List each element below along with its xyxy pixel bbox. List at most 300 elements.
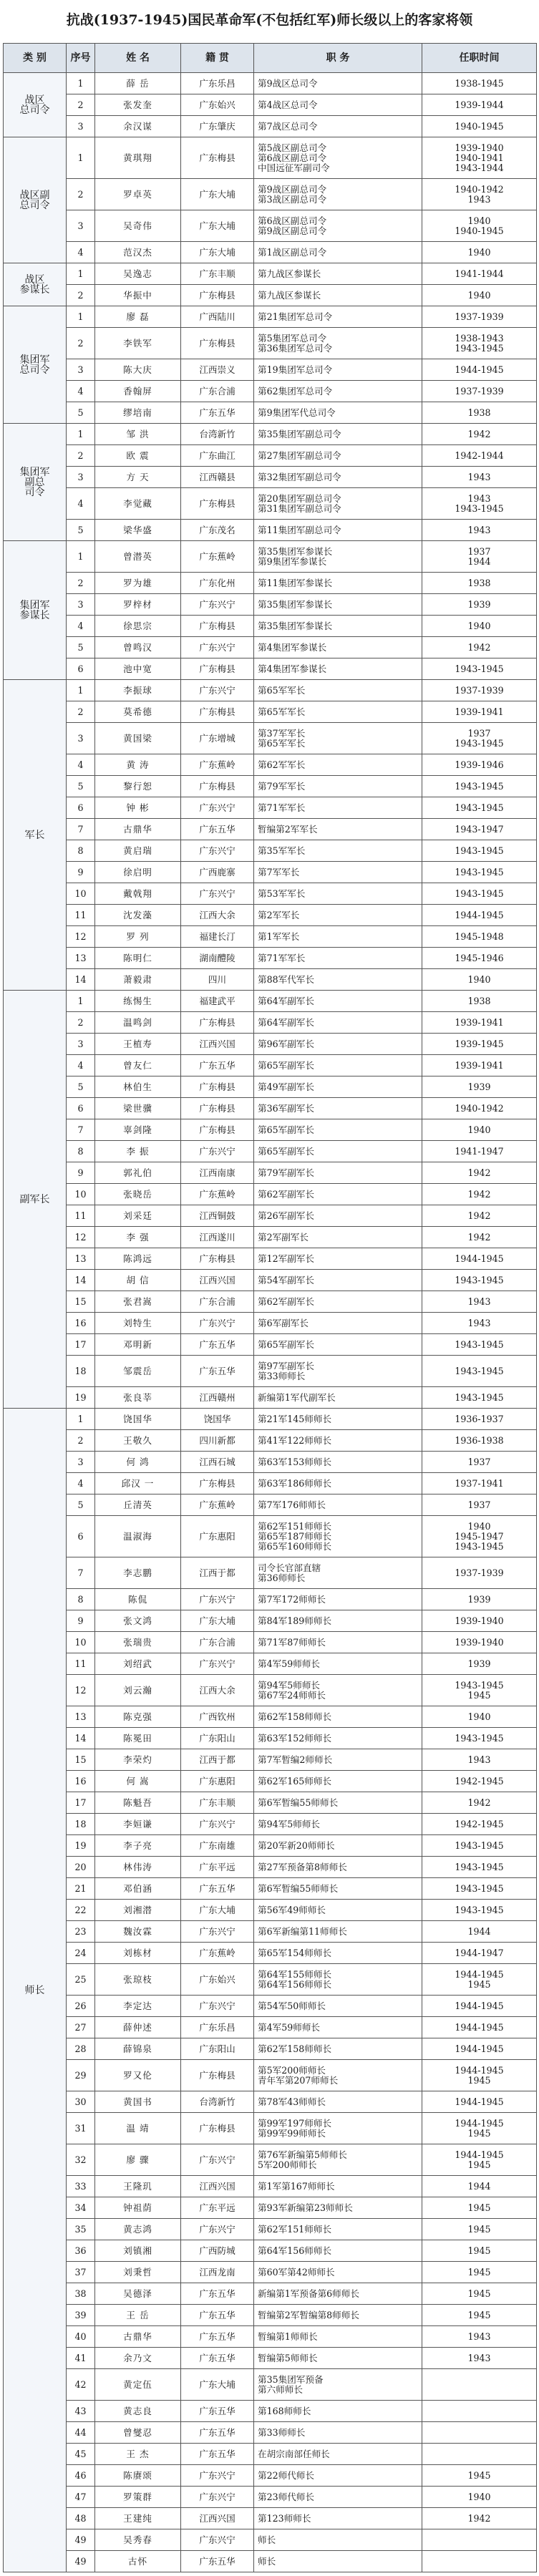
serial-number-cell: 2	[67, 573, 95, 594]
table-row	[4, 285, 537, 306]
serial-number-cell: 1	[67, 263, 95, 285]
serial-number-cell: 2	[67, 328, 95, 359]
table-row	[4, 1141, 537, 1162]
table-row	[4, 1706, 537, 1728]
table-row	[4, 1749, 537, 1771]
native-place-cell: 广东兴宁	[181, 594, 254, 616]
general-name-cell: 香翰屏	[95, 381, 181, 402]
serial-number-cell: 17	[67, 1334, 95, 1356]
native-place-cell: 广东惠阳	[181, 1516, 254, 1557]
general-name-cell: 温淑海	[95, 1516, 181, 1557]
term-cell: 1942	[422, 2508, 537, 2529]
term-cell: 1943-1945	[422, 1270, 537, 1291]
native-place-cell: 广东蕉岭	[181, 541, 254, 573]
native-place-cell: 广东五华	[181, 2326, 254, 2348]
table-row	[4, 541, 537, 573]
native-place-cell: 饶国华	[181, 1409, 254, 1430]
column-header: 职 务	[254, 44, 422, 73]
term-cell: 1939	[422, 1076, 537, 1098]
term-cell: 1939-1946	[422, 754, 537, 776]
position-cell: 第11集团军参谋长	[254, 573, 422, 594]
serial-number-cell: 4	[67, 754, 95, 776]
serial-number-cell: 10	[67, 883, 95, 905]
serial-number-cell: 29	[67, 2060, 95, 2091]
general-name-cell: 何 嵩	[95, 1771, 181, 1792]
term-cell: 1940	[422, 616, 537, 637]
term-cell	[422, 2369, 537, 2401]
serial-number-cell: 34	[67, 2197, 95, 2219]
native-place-cell: 广东兴宁	[181, 2529, 254, 2551]
serial-number-cell: 4	[67, 381, 95, 402]
native-place-cell: 广东五华	[181, 2348, 254, 2369]
general-name-cell: 黄琪翔	[95, 137, 181, 179]
table-row	[4, 520, 537, 541]
native-place-cell: 广东平远	[181, 2197, 254, 2219]
position-cell: 第71军军长	[254, 797, 422, 819]
general-name-cell: 李定达	[95, 1996, 181, 2017]
table-row	[4, 137, 537, 179]
serial-number-cell: 7	[67, 1557, 95, 1589]
column-header: 姓 名	[95, 44, 181, 73]
position-cell: 第26军副军长	[254, 1205, 422, 1227]
general-name-cell: 李铁军	[95, 328, 181, 359]
serial-number-cell: 3	[67, 1452, 95, 1473]
table-row	[4, 1857, 537, 1878]
position-cell: 暂编第1师师长	[254, 2326, 422, 2348]
position-cell: 第9集团军代总司令	[254, 402, 422, 424]
native-place-cell: 广东蕉岭	[181, 1494, 254, 1516]
term-cell: 1940	[422, 285, 537, 306]
term-cell: 1940-1942 1943	[422, 179, 537, 210]
term-cell: 1940-1942	[422, 1098, 537, 1119]
term-cell: 1944-1947	[422, 1943, 537, 1964]
serial-number-cell: 13	[67, 948, 95, 969]
term-cell: 1940-1945	[422, 116, 537, 137]
general-name-cell: 罗又伦	[95, 2060, 181, 2091]
table-row	[4, 1076, 537, 1098]
native-place-cell: 江西遂川	[181, 1227, 254, 1248]
native-place-cell: 广东五华	[181, 2422, 254, 2444]
native-place-cell: 广东梅县	[181, 616, 254, 637]
table-row	[4, 242, 537, 263]
native-place-cell: 广东始兴	[181, 94, 254, 116]
term-cell: 1945	[422, 2240, 537, 2262]
table-body	[4, 73, 537, 2572]
position-cell: 第62军副军长	[254, 1184, 422, 1205]
serial-number-cell: 31	[67, 2113, 95, 2144]
general-name-cell: 陈魁吾	[95, 1792, 181, 1814]
native-place-cell: 广东兴宁	[181, 1313, 254, 1334]
table-row	[4, 1473, 537, 1494]
table-row	[4, 2060, 537, 2091]
table-row	[4, 1119, 537, 1141]
serial-number-cell: 1	[67, 137, 95, 179]
general-name-cell: 吴奇伟	[95, 210, 181, 242]
general-name-cell: 王植寿	[95, 1034, 181, 1055]
position-cell: 第62集团军总司令	[254, 381, 422, 402]
native-place-cell: 广东蕉岭	[181, 1943, 254, 1964]
general-name-cell: 吴德泽	[95, 2283, 181, 2305]
table-row	[4, 1205, 537, 1227]
native-place-cell: 广东五华	[181, 2444, 254, 2465]
serial-number-cell: 14	[67, 969, 95, 991]
table-row	[4, 1771, 537, 1792]
serial-number-cell: 7	[67, 819, 95, 840]
native-place-cell: 广东梅县	[181, 1076, 254, 1098]
serial-number-cell: 4	[67, 488, 95, 520]
serial-number-cell: 38	[67, 2283, 95, 2305]
serial-number-cell: 10	[67, 1632, 95, 1653]
table-row	[4, 1632, 537, 1653]
general-name-cell: 李荣灼	[95, 1749, 181, 1771]
general-name-cell: 钟 彬	[95, 797, 181, 819]
position-cell: 第88军代军长	[254, 969, 422, 991]
term-cell: 1945	[422, 2465, 537, 2487]
native-place-cell: 广东梅县	[181, 1119, 254, 1141]
position-cell: 第27集团军副总司令	[254, 445, 422, 467]
term-cell: 1943	[422, 520, 537, 541]
table-row	[4, 1675, 537, 1706]
serial-number-cell: 26	[67, 1996, 95, 2017]
native-place-cell: 广东乐昌	[181, 73, 254, 94]
position-cell: 第6军暂编55师师长	[254, 1792, 422, 1814]
term-cell: 1945-1948	[422, 926, 537, 948]
table-row	[4, 2369, 537, 2401]
serial-number-cell: 6	[67, 1516, 95, 1557]
table-row	[4, 2038, 537, 2060]
native-place-cell: 广东大埔	[181, 210, 254, 242]
category-cell: 军长	[4, 680, 67, 991]
term-cell: 1941-1947	[422, 1141, 537, 1162]
table-row	[4, 94, 537, 116]
position-cell: 第35集团军参谋长	[254, 594, 422, 616]
table-row	[4, 1792, 537, 1814]
category-cell: 战区 参谋长	[4, 263, 67, 306]
position-cell: 第62军151师师长	[254, 2219, 422, 2240]
term-cell: 1944-1945	[422, 1996, 537, 2017]
position-cell: 第79军副军长	[254, 1162, 422, 1184]
position-cell: 第9战区总司令	[254, 73, 422, 94]
term-cell: 1943-1945	[422, 862, 537, 883]
table-row	[4, 991, 537, 1012]
position-cell: 第64军156师师长	[254, 2240, 422, 2262]
table-row	[4, 2401, 537, 2422]
table-row	[4, 573, 537, 594]
general-name-cell: 张文鸿	[95, 1610, 181, 1632]
table-row	[4, 1653, 537, 1675]
general-name-cell: 曾鸣汉	[95, 637, 181, 658]
position-cell: 第6战区副总司令 第9战区副总司令	[254, 210, 422, 242]
table-row	[4, 73, 537, 94]
general-name-cell: 陈冕田	[95, 1728, 181, 1749]
table-row	[4, 2444, 537, 2465]
table-header-row	[4, 44, 537, 73]
serial-number-cell: 5	[67, 1494, 95, 1516]
serial-number-cell: 4	[67, 616, 95, 637]
position-cell: 第62军158师师长	[254, 2038, 422, 2060]
table-row	[4, 1900, 537, 1921]
general-name-cell: 王 岳	[95, 2305, 181, 2326]
native-place-cell: 广西鹿寨	[181, 862, 254, 883]
general-name-cell: 戴戟翔	[95, 883, 181, 905]
serial-number-cell: 14	[67, 1270, 95, 1291]
table-row	[4, 1814, 537, 1835]
native-place-cell: 广东乐昌	[181, 2017, 254, 2038]
serial-number-cell: 21	[67, 1878, 95, 1900]
native-place-cell: 广东五华	[181, 1878, 254, 1900]
term-cell: 1939	[422, 1589, 537, 1610]
native-place-cell: 广东兴宁	[181, 1653, 254, 1675]
general-name-cell: 薛仲述	[95, 2017, 181, 2038]
serial-number-cell: 6	[67, 658, 95, 680]
position-cell: 第41军122师师长	[254, 1430, 422, 1452]
native-place-cell: 江西南康	[181, 1162, 254, 1184]
term-cell: 1937 1943-1945	[422, 723, 537, 754]
general-name-cell: 吴秀春	[95, 2529, 181, 2551]
native-place-cell: 广东兴宁	[181, 1996, 254, 2017]
position-cell: 第7军暂编2师师长	[254, 1749, 422, 1771]
general-name-cell: 华振中	[95, 285, 181, 306]
term-cell: 1944-1945	[422, 1248, 537, 1270]
serial-number-cell: 9	[67, 1610, 95, 1632]
table-row	[4, 1248, 537, 1270]
table-row	[4, 1921, 537, 1943]
general-name-cell: 邹 洪	[95, 424, 181, 445]
position-cell: 在胡宗南部任师长	[254, 2444, 422, 2465]
position-cell: 第4战区总司令	[254, 94, 422, 116]
term-cell: 1944	[422, 2176, 537, 2197]
native-place-cell: 广东大埔	[181, 1900, 254, 1921]
position-cell: 第78军43师师长	[254, 2091, 422, 2113]
position-cell: 第4军59师师长	[254, 1653, 422, 1675]
general-name-cell: 魏汝霖	[95, 1921, 181, 1943]
position-cell: 第63军186师师长	[254, 1473, 422, 1494]
general-name-cell: 刘秉哲	[95, 2262, 181, 2283]
general-name-cell: 练惕生	[95, 991, 181, 1012]
term-cell: 1937-1939	[422, 680, 537, 701]
general-name-cell: 刘镇湘	[95, 2240, 181, 2262]
table-row	[4, 1291, 537, 1313]
term-cell	[422, 2444, 537, 2465]
term-cell: 1943-1945	[422, 840, 537, 862]
general-name-cell: 辜剑隆	[95, 1119, 181, 1141]
term-cell: 1938	[422, 573, 537, 594]
table-row	[4, 1964, 537, 1996]
table-row	[4, 2465, 537, 2487]
native-place-cell: 广东茂名	[181, 520, 254, 541]
native-place-cell: 广东始兴	[181, 1964, 254, 1996]
term-cell: 1943-1945	[422, 797, 537, 819]
serial-number-cell: 9	[67, 862, 95, 883]
serial-number-cell: 1	[67, 541, 95, 573]
term-cell: 1942	[422, 1792, 537, 1814]
table-row	[4, 2091, 537, 2113]
serial-number-cell: 6	[67, 797, 95, 819]
position-cell: 第1军第167师师长	[254, 2176, 422, 2197]
term-cell: 1944-1945 1945	[422, 2144, 537, 2176]
table-row	[4, 658, 537, 680]
serial-number-cell: 14	[67, 1728, 95, 1749]
general-name-cell: 古怀	[95, 2551, 181, 2572]
native-place-cell: 广东兴宁	[181, 2219, 254, 2240]
position-cell: 第1战区副总司令	[254, 242, 422, 263]
position-cell: 第64军副军长	[254, 1012, 422, 1034]
term-cell: 1937	[422, 1494, 537, 1516]
term-cell: 1945	[422, 2283, 537, 2305]
term-cell: 1943-1945	[422, 1334, 537, 1356]
native-place-cell: 江西赣县	[181, 467, 254, 488]
native-place-cell: 广东合浦	[181, 381, 254, 402]
table-row	[4, 1610, 537, 1632]
table-row	[4, 1012, 537, 1034]
table-row	[4, 1557, 537, 1589]
term-cell: 1939-1945	[422, 1034, 537, 1055]
position-cell: 第6军暂编55师师长	[254, 1878, 422, 1900]
position-cell: 第7战区总司令	[254, 116, 422, 137]
general-name-cell: 梁世骥	[95, 1098, 181, 1119]
term-cell: 1939-1940	[422, 1632, 537, 1653]
position-cell: 第62军151师师长 第65军187师师长 第65军160师师长	[254, 1516, 422, 1557]
native-place-cell: 广东丰顺	[181, 263, 254, 285]
term-cell: 1943	[422, 1749, 537, 1771]
table-row	[4, 306, 537, 328]
native-place-cell: 广东五华	[181, 2551, 254, 2572]
native-place-cell: 福建长汀	[181, 926, 254, 948]
general-name-cell: 李 强	[95, 1227, 181, 1248]
term-cell: 1945	[422, 2262, 537, 2283]
term-cell: 1944-1945 1945	[422, 2113, 537, 2144]
general-name-cell: 萧毅肃	[95, 969, 181, 991]
general-name-cell: 黄国书	[95, 2091, 181, 2113]
general-name-cell: 林伟涛	[95, 1857, 181, 1878]
term-cell: 1939-1941	[422, 701, 537, 723]
table-row	[4, 263, 537, 285]
general-name-cell: 余乃文	[95, 2348, 181, 2369]
term-cell: 1943	[422, 467, 537, 488]
position-cell: 第7军172师师长	[254, 1589, 422, 1610]
term-cell: 1937-1941	[422, 1473, 537, 1494]
native-place-cell: 广东大埔	[181, 242, 254, 263]
general-name-cell: 徐启明	[95, 862, 181, 883]
serial-number-cell: 35	[67, 2219, 95, 2240]
native-place-cell: 广东五华	[181, 1055, 254, 1076]
position-cell: 第65军军长	[254, 701, 422, 723]
position-cell: 第23师代师长	[254, 2487, 422, 2508]
native-place-cell: 广东曲江	[181, 445, 254, 467]
serial-number-cell: 13	[67, 1248, 95, 1270]
generals-table	[3, 43, 537, 2572]
table-row	[4, 2305, 537, 2326]
table-row	[4, 1387, 537, 1409]
table-row	[4, 1996, 537, 2017]
native-place-cell: 广东梅县	[181, 137, 254, 179]
term-cell: 1943-1945	[422, 1387, 537, 1409]
general-name-cell: 王敬久	[95, 1430, 181, 1452]
table-row	[4, 1356, 537, 1387]
term-cell: 1940	[422, 242, 537, 263]
native-place-cell: 广东五华	[181, 2401, 254, 2422]
general-name-cell: 刘采廷	[95, 1205, 181, 1227]
table-row	[4, 2348, 537, 2369]
general-name-cell: 邓伯涵	[95, 1878, 181, 1900]
table-row	[4, 1184, 537, 1205]
term-cell: 1943	[422, 2348, 537, 2369]
table-row	[4, 2219, 537, 2240]
term-cell: 1942	[422, 637, 537, 658]
general-name-cell: 饶国华	[95, 1409, 181, 1430]
term-cell: 1943-1945	[422, 776, 537, 797]
native-place-cell: 广东增城	[181, 723, 254, 754]
table-row	[4, 616, 537, 637]
general-name-cell: 吴逸志	[95, 263, 181, 285]
table-row	[4, 1728, 537, 1749]
table-row	[4, 2262, 537, 2283]
general-name-cell: 黄定伍	[95, 2369, 181, 2401]
position-cell: 第33师师长	[254, 2422, 422, 2444]
table-row	[4, 1334, 537, 1356]
native-place-cell: 江西于都	[181, 1749, 254, 1771]
table-row	[4, 1835, 537, 1857]
table-row	[4, 701, 537, 723]
general-name-cell: 古鼎华	[95, 819, 181, 840]
native-place-cell: 广东蕉岭	[181, 754, 254, 776]
table-row	[4, 1409, 537, 1430]
term-cell: 1943-1945	[422, 1900, 537, 1921]
native-place-cell: 广东梅县	[181, 658, 254, 680]
table-row	[4, 402, 537, 424]
general-name-cell: 陈大庆	[95, 359, 181, 381]
serial-number-cell: 27	[67, 2017, 95, 2038]
term-cell: 1938-1943 1943-1945	[422, 328, 537, 359]
term-cell: 1943	[422, 1313, 537, 1334]
native-place-cell: 广东兴宁	[181, 1814, 254, 1835]
position-cell: 第62军158师师长	[254, 1706, 422, 1728]
term-cell: 1943-1945 1945	[422, 1675, 537, 1706]
position-cell: 第65军副军长	[254, 1119, 422, 1141]
serial-number-cell: 1	[67, 424, 95, 445]
position-cell: 第79军军长	[254, 776, 422, 797]
native-place-cell: 广东兴宁	[181, 1921, 254, 1943]
position-cell: 第36军副军长	[254, 1098, 422, 1119]
position-cell: 第5军200师师长 青年军第207师师长	[254, 2060, 422, 2091]
native-place-cell: 广东五华	[181, 1356, 254, 1387]
native-place-cell: 广东五华	[181, 402, 254, 424]
native-place-cell: 广东梅县	[181, 285, 254, 306]
serial-number-cell: 3	[67, 467, 95, 488]
term-cell: 1945	[422, 2197, 537, 2219]
term-cell: 1938	[422, 991, 537, 1012]
general-name-cell: 邹震岳	[95, 1356, 181, 1387]
table-row	[4, 883, 537, 905]
serial-number-cell: 2	[67, 94, 95, 116]
column-header: 类 别	[4, 44, 67, 73]
position-cell: 第93军新编第23师师长	[254, 2197, 422, 2219]
table-row	[4, 2144, 537, 2176]
general-name-cell: 王隆玑	[95, 2176, 181, 2197]
serial-number-cell: 11	[67, 1205, 95, 1227]
table-row	[4, 1430, 537, 1452]
native-place-cell: 广西陆川	[181, 306, 254, 328]
table-row	[4, 840, 537, 862]
serial-number-cell: 4	[67, 1055, 95, 1076]
table-row	[4, 1098, 537, 1119]
general-name-cell: 薛锦泉	[95, 2038, 181, 2060]
table-row	[4, 862, 537, 883]
position-cell: 第35军军长	[254, 840, 422, 862]
serial-number-cell: 15	[67, 1291, 95, 1313]
native-place-cell: 四川	[181, 969, 254, 991]
term-cell: 1943-1945	[422, 658, 537, 680]
